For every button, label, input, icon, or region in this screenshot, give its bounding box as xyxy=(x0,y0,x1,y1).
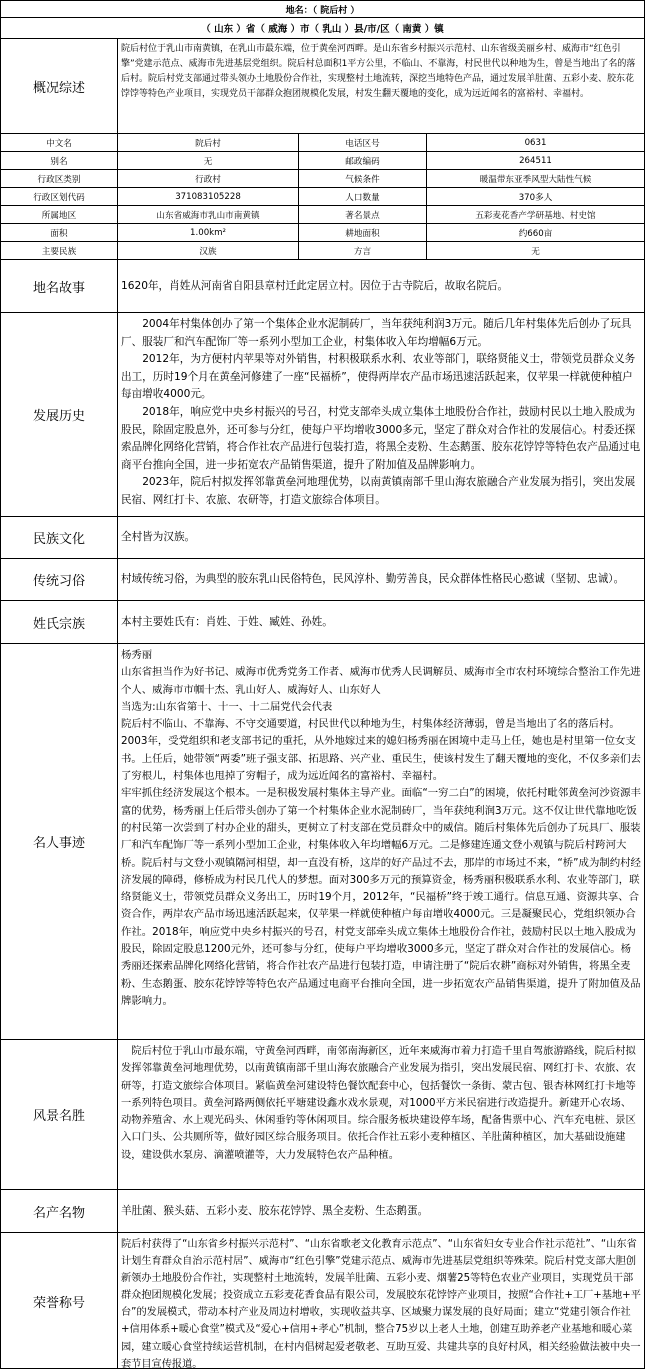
info-value: 行政村 xyxy=(118,170,299,187)
info-row xyxy=(1,152,644,170)
info-key: 别名 xyxy=(1,152,118,169)
honors-text: 院后村获得了“山东省乡村振兴示范村”、“山东省歌老文化教育示范点”、“山东省妇女专业合作社示范社”、“山东省计划生育群众自治示范村居”、威海市“红色引擎”党建示范点、威海市先进基层党组织等殊荣。院后村党支部大胆创新领办土地股份合作社，实现整村土地流转，发展羊肚菌、五彩小麦、烟薯25等特色农业产业项目，实现党员干部群众抱团规模化发展；投资成立五彩麦花香食品有限公司，发展胶东花饽饽产业项目，按照“合作社+工厂+基地+平台”的发展模式，带动本村产业及周边村增收，实现收益共享、区域聚力谋发展的良好局面；建立“党建引领合作社+信用体系+暖心食堂”模式及“爱心+信用+孝心”机制，整合75岁以上老人土地，创建互助养老产业基地和暖心菜园，建立暖心食堂持续运营机制，在村内倡树起爱老敬老、互助互爱、共建共享的良好村风，相关经验做法被中央一套节目宣传报道。 xyxy=(121,1239,641,1369)
info-value: 五彩麦花香产学研基地、村史馆 xyxy=(475,210,596,221)
history-label: 发展历史 xyxy=(1,313,118,516)
history-text xyxy=(118,313,644,516)
customs-text: 村域传统习俗，为典型的胶东乳山民俗特色，民风淳朴、勤劳善良，民众群体性格民心憨诚（坚韧、忠诚）。 xyxy=(121,573,625,586)
products-label: 名产名物 xyxy=(1,1190,118,1232)
location-line: （ 山东 ）省（ 威海 ）市（ 乳山 ）县/市/区（ 南黄 ）镇 xyxy=(201,24,444,35)
info-value: 无 xyxy=(531,246,540,257)
info-key: 行政区类别 xyxy=(1,170,118,187)
history-paragraph: 2012年，为方便村内苹果等对外销售，村积极联系水利、农业等部门，联络贤能义士，带领党员群众义务出工，历时19个月在黄垒河修建了一座“民福桥”，使得两岸农产品市场迅速活跃起来，仅苹果一样就使种植户每亩增收4000元。 xyxy=(121,353,636,401)
figure-delegate: 当选为:山东省第十、十一、十二届党代会代表 xyxy=(121,700,333,713)
info-value: 264511 xyxy=(519,155,552,166)
info-key: 主要民族 xyxy=(1,242,118,259)
ethnic-label: 民族文化 xyxy=(1,517,118,558)
info-key: 电话区号 xyxy=(299,134,427,151)
info-key: 邮政编码 xyxy=(299,152,427,169)
history-paragraph: 2004年村集体创办了第一个集体企业水泥制砖厂，当年获纯利润3万元。随后几年村集体先后创办了玩具厂、服装厂和汽车配饰厂等一系列小型加工企业，村集体收入年均增幅6万元。 xyxy=(121,318,632,348)
info-key: 面积 xyxy=(1,224,118,241)
figure-intro: 院后村不临山、不靠海、不守交通要道，村民世代以种地为生，村集体经济薄弱，曾是当地出了名的落后村。2003年，受党组织和老支部书记的重托，从外地嫁过来的媳妇杨秀丽在困境中走马上任，她也是村里第一位女支书。上任后，她带领“两委”班子强支部、拓思路、兴产业、重民生，使该村发生了翻天覆地的变化，不仅多亲们去了穷根儿，村集体也甩掉了穷帽子，成为远近闻名的富裕村、幸福村。 xyxy=(121,718,641,783)
info-value: 371083105228 xyxy=(118,188,299,205)
story-label: 地名故事 xyxy=(1,260,118,312)
info-value: 370多人 xyxy=(518,192,553,203)
info-value: 山东省威海市乳山市南黄镇 xyxy=(118,206,299,223)
scenery-text: 院后村位于乳山市最东端，守黄垒河西畔，南邻南海新区，近年来威海市着力打造千里自驾旅游路线，院后村拟发挥邻靠黄垒河地理优势，以南黄镇南部千里山海农旅融合产业发展为指引，突出发展民宿、网红打卡、农旅、农研等，打造文旅综合体项目。紧临黄垒河建设特色餐饮配套中心，包括餐饮一条街、蒙古包、银杏林网红打卡地等一系列特色项目。黄垒河路两侧依托平塘建设鑫水戏水景观，对1000平方米民宿进行改造提升。新建开心农场、动物养殖舍、水上观光码头、休闲垂钓等休闲项目。综合服务板块建设停车场，配备售票中心、汽车充电桩、景区入口门头、公共厕所等，做好园区综合服务项目。依托合作社五彩小麦种植区、羊肚菌种植区，加大基础设施建设，建设供水泵房、滴灌喷灌等，大力发展特色农产品种植。 xyxy=(121,1045,636,1161)
products-text: 羊肚菌、猴头菇、五彩小麦、胶东花饽饽、黑全麦粉、生态鹅蛋。 xyxy=(121,1204,429,1217)
info-value: 0631 xyxy=(524,137,547,148)
figures-label: 名人事迹 xyxy=(1,644,118,1039)
figures-text xyxy=(118,644,644,1039)
scenery-label: 风景名胜 xyxy=(1,1040,118,1189)
info-key: 方言 xyxy=(299,242,427,259)
info-row xyxy=(1,188,644,206)
info-key: 中文名 xyxy=(1,134,118,151)
figure-deeds: 牢牢抓住经济发展这个根本。一是积极发展村集体主导产业。面临“一穷二白”的困境，依托村毗邻黄垒河沙资源丰富的优势，杨秀丽上任后带头创办了第一个村集体企业水泥制砖厂，当年获纯利润3万元。这不仅让世代靠地吃饭的村民第一次尝到了村办企业的甜头，更树立了村支部在党员群众中的威信。随后村集体先后创办了玩具厂、服装厂和汽车配饰厂等一系列小型加工企业，村集体收入年均增幅6万元。二是修建连通文登小观镇与院后村跨河大桥。院后村与文登小观镇隔河相望，却一直没有桥，这岸的好产品过不去，那岸的市场过不来，“桥”成为制约村经济发展的障碍，修桥成为村民几代人的梦想。面对300多万元的预算资金，杨秀丽积极联系水利、农业等部门，联络贤能义士，带领党员群众义务出工，历时19个月，2012年，“民福桥”终于竣工通行。信息互通、资源共享、合资合作，两岸农产品市场迅速活跃起来，仅苹果一样就使种植户每亩增收4000元。三是凝聚民心，党组织领办合作社。2018年，响应党中央乡村振兴的号召，村党支部牵头成立集体土地股份合作社，鼓励村民以土地入股成为股民，除固定股息1200元外，还可参与分红，使每户平均增收3000多元，坚定了群众对合作社的发展信心。杨秀丽还探索品牌化网络化营销，将合作社农产品进行包装打造，申请注册了“院后农耕”商标对外销售，将黑全麦粉、生态鹅蛋、胶东花饽饽等特色农产品通过电商平台推向全国，进一步拓宽农产品销售渠道，提升了附加值及品牌影响力。 xyxy=(121,787,641,1007)
info-key: 著名景点 xyxy=(299,206,427,223)
history-paragraph: 2018年，响应党中央乡村振兴的号召，村党支部牵头成立集体土地股份合作社，鼓励村民以土地入股成为股民，除固定股息外，还可参与分红，使每户平均增收3000多元，坚定了群众对合作社的发展信心。村委还探索品牌化网络化营销，将合作社农产品进行包装打造，将黑全麦粉、生态鹅蛋、胶东花饽饽等特色农产品通过电商平台推向全国，进一步拓宽农产品销售渠道，提升了附加值及品牌影响力。 xyxy=(121,405,641,471)
ethnic-text: 全村皆为汉族。 xyxy=(121,531,196,544)
info-value: 1.00km² xyxy=(118,224,299,241)
figure-name: 杨秀丽 xyxy=(121,649,153,661)
story-text: 1620年，肖姓从河南省自阳县章村迁此定居立村。因位于古寺院后，故取名院后。 xyxy=(121,279,509,292)
clans-text: 本村主要姓氏有：肖姓、于姓、臧姓、孙姓。 xyxy=(121,615,333,628)
info-row xyxy=(1,134,644,152)
info-key: 所属地区 xyxy=(1,206,118,223)
info-key: 行政区划代码 xyxy=(1,188,118,205)
info-key: 人口数量 xyxy=(299,188,427,205)
clans-label: 姓氏宗族 xyxy=(1,601,118,643)
info-value: 无 xyxy=(118,152,299,169)
info-row xyxy=(1,206,644,224)
honors-label: 荣誉称号 xyxy=(1,1233,118,1369)
info-value: 院后村 xyxy=(118,134,299,151)
overview-text: 院后村位于乳山市南黄镇，在乳山市最东端，位于黄垒河西畔。是山东省乡村振兴示范村、山东省级美丽乡村、威海市“红色引擎”党建示范点、威海市先进基层党组织。院后村总面积1平方公里，不临山、不靠海，村民世代以种地为生，曾是当地出了名的落后村。院后村党支部通过带头领办土地股份合作社，实现整村土地流转，深挖当地特色产品，通过发展羊肚菌、五彩小麦、胶东花饽饽等特色产业项目，实现党员干部群众抱团规模化发展，村发生翻天覆地的变化，成为远近闻名的富裕村、幸福村。 xyxy=(121,44,636,99)
overview-label: 概况综述 xyxy=(1,39,118,133)
info-key: 耕地面积 xyxy=(299,224,427,241)
info-row xyxy=(1,224,644,242)
info-value: 暖温带东亚季风型大陆性气候 xyxy=(479,174,592,185)
sheet-title: 地名：（ 院后村 ） xyxy=(285,5,360,16)
info-table xyxy=(1,134,644,260)
customs-label: 传统习俗 xyxy=(1,559,118,600)
figure-titles: 山东省担当作为好书记、威海市优秀党务工作者、威海市优秀人民调解员、威海市全市农村环境综合整治工作先进个人、威海市市帼十杰、乳山好人、威海好人、山东好人 xyxy=(121,666,641,696)
info-value: 汉族 xyxy=(118,242,299,259)
info-row xyxy=(1,170,644,188)
info-row xyxy=(1,242,644,260)
info-value: 约660亩 xyxy=(518,228,553,239)
history-paragraph: 2023年，院后村拟发挥邻靠黄垒河地理优势，以南黄镇南部千里山海农旅融合产业发展为指引，突出发展民宿、网红打卡、农旅、农研等，打造文旅综合体项目。 xyxy=(121,476,636,506)
info-key: 气候条件 xyxy=(299,170,427,187)
